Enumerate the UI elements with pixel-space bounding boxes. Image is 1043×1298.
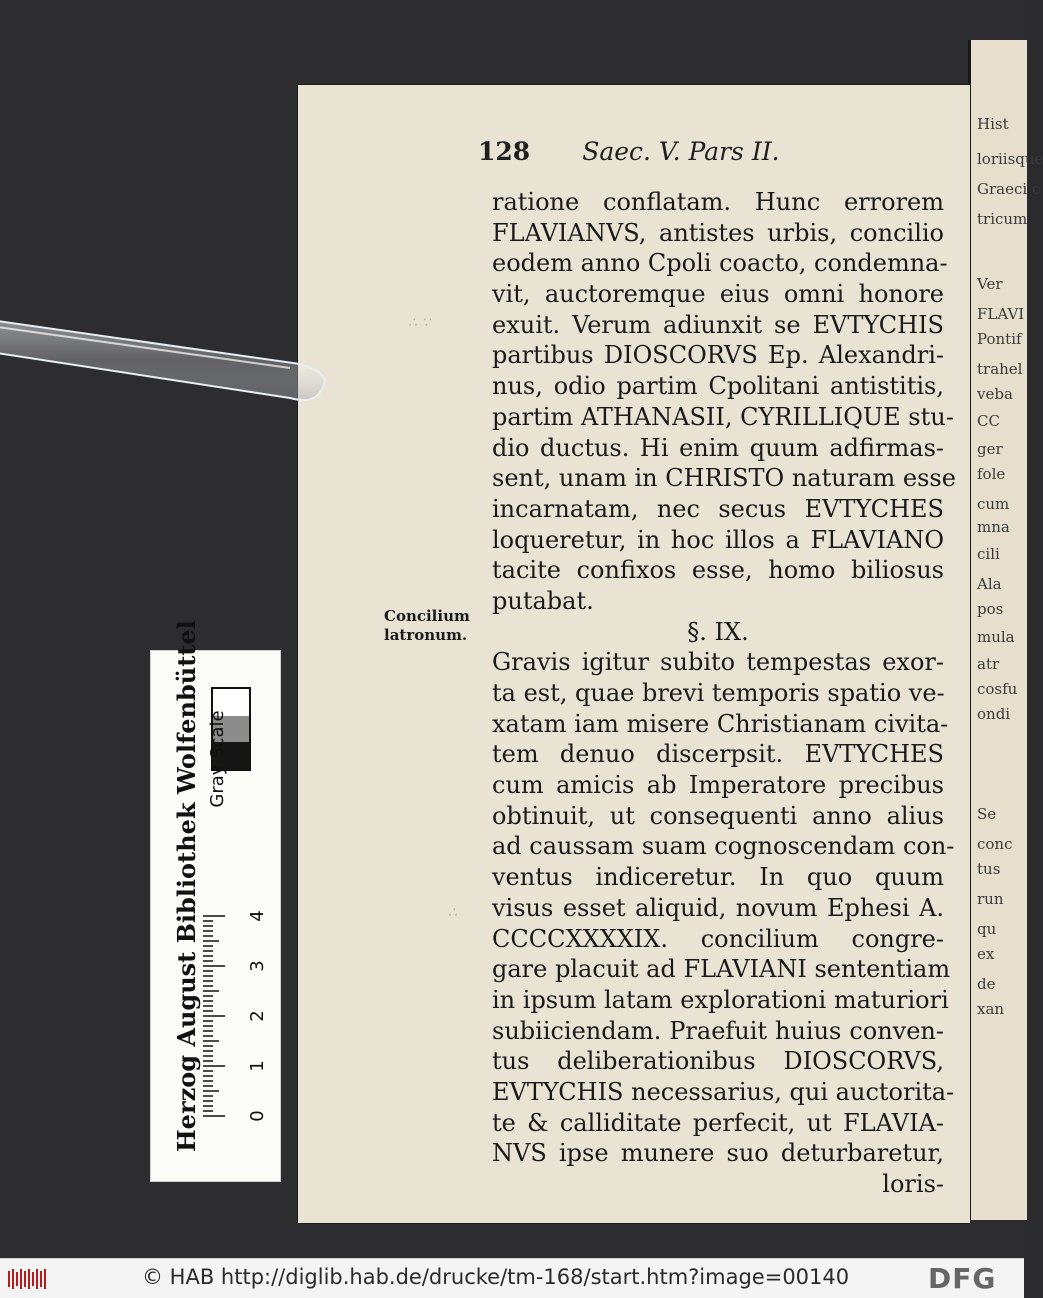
text-line: EVTYCHIS necessarius, qui auctorita-: [492, 1077, 955, 1106]
facing-page-fragment: Ver: [977, 275, 1003, 293]
text-line: xatam iam misere Christianam civita-: [492, 709, 949, 738]
facing-page: [968, 40, 1043, 1220]
text-line: incarnatam, nec secus EVTYCHES: [492, 494, 944, 523]
text-line: partibus DIOSCORVS Ep. Alexandri-: [492, 341, 944, 370]
text-line: vit, auctoremque eius omni honore: [492, 280, 944, 309]
facing-page-fragment: cum: [977, 495, 1010, 513]
facing-page-fragment: Graeci c: [977, 180, 1041, 198]
facing-page-fragment: FLAVI: [977, 305, 1025, 323]
text-line: eodem anno Cpoli coacto, condemna-: [492, 249, 948, 278]
running-title: Saec. V. Pars II.: [582, 137, 780, 166]
ruler-tick-label: 2: [247, 1010, 268, 1022]
margin-note-line: latronum.: [384, 626, 468, 644]
library-name: Herzog August Bibliothek Wolfenbüttel: [172, 620, 201, 1152]
facing-page-fragment: ondi: [977, 705, 1011, 723]
text-line: cum amicis ab Imperatore precibus: [492, 771, 944, 800]
text-line: putabat.: [492, 586, 594, 615]
text-line: tem denuo discerpsit. EVTYCHES: [492, 740, 944, 769]
facing-page-fragment: ger: [977, 440, 1003, 458]
facing-page-fragment: ex: [977, 945, 995, 963]
bleed-through-mark: ∴: [448, 905, 457, 921]
facing-page-fragment: trahel: [977, 360, 1023, 378]
text-line: ventus indiceretur. In quo quum: [492, 863, 944, 892]
text-line: ratione conflatam. Hunc errorem: [492, 188, 944, 216]
dfg-logo: DFG: [928, 1262, 997, 1295]
margin-note-line: Concilium: [384, 607, 470, 625]
facing-page-fragment: de: [977, 975, 996, 993]
measure-ruler: [203, 891, 273, 1131]
text-line: obtinuit, ut consequenti anno alius: [492, 801, 944, 830]
facing-page-fragment: mula: [977, 628, 1015, 646]
page-number: 128: [478, 137, 531, 166]
ruler-tick-label: 1: [247, 1060, 268, 1072]
section-heading: §. IX.: [687, 617, 749, 646]
facing-page-fragment: fole: [977, 465, 1006, 483]
body-text: [492, 187, 956, 1200]
footer-url[interactable]: © HAB http://diglib.hab.de/drucke/tm-168/start.htm?image=00140: [142, 1265, 850, 1289]
facing-page-fragment: loriisque: [977, 150, 1043, 168]
facing-page-fragment: run: [977, 890, 1004, 908]
text-line: Gravis igitur subito tempestas exor-: [492, 648, 944, 677]
paragraph: [492, 187, 956, 617]
facing-page-fragment: cili: [977, 545, 1000, 563]
text-line: partim ATHANASII, CYRILLIQUE stu-: [492, 402, 954, 431]
text-line: visus esset aliquid, novum Ephesi A.: [492, 893, 944, 922]
facing-page-fragment: atr: [977, 655, 1000, 673]
margin-note: [384, 607, 470, 645]
facing-page-fragment: Se: [977, 805, 997, 823]
facing-page-fragment: tricum: [977, 210, 1028, 228]
text-line: tacite confixos esse, homo biliosus: [492, 556, 944, 585]
paragraph: [492, 647, 955, 1169]
ruler-tick-label: 0: [247, 1110, 268, 1122]
facing-page-fragment: conc: [977, 835, 1013, 853]
text-line: ad caussam suam cognoscendam con-: [492, 832, 955, 861]
page-header: [478, 137, 780, 166]
facing-page-fragment: xan: [977, 1000, 1005, 1018]
text-line: FLAVIANVS, antistes urbis, concilio: [492, 218, 944, 247]
facing-page-fragment: Pontif: [977, 330, 1022, 348]
text-line: dio ductus. Hi enim quum adfirmas-: [492, 433, 944, 462]
text-line: CCCCXXXXIX. concilium congre-: [492, 924, 944, 953]
ruler-tick-label: 3: [247, 960, 268, 972]
text-line: loqueretur, in hoc illos a FLAVIANO: [492, 525, 944, 554]
text-line: in ipsum latam explorationi maturiori: [492, 985, 949, 1014]
facing-page-fragment: Hist: [977, 115, 1009, 133]
facing-page-fragment: veba: [977, 385, 1013, 403]
gray-scale-label: Gray Scale: [207, 710, 228, 808]
text-line: exuit. Verum adiunxit se EVTYCHIS: [492, 310, 944, 339]
glass-pointer: [0, 312, 345, 408]
facing-page-fragment: qu: [977, 920, 997, 938]
bleed-through-mark: ∴ ∵: [408, 315, 431, 331]
text-line: tus deliberationibus DIOSCORVS,: [492, 1047, 944, 1076]
footer-bar: [0, 1258, 1024, 1298]
facing-page-fragment: CC: [977, 412, 1000, 430]
hab-logo-icon: [8, 1269, 48, 1289]
facing-page-fragment: mna: [977, 518, 1010, 536]
text-line: NVS ipse munere suo deturbaretur,: [492, 1139, 944, 1168]
facing-page-fragment: tus: [977, 860, 1001, 878]
ruler-tick-label: 4: [247, 910, 268, 922]
book-page: [298, 85, 970, 1223]
text-line: nus, odio partim Cpolitani antistitis,: [492, 372, 944, 401]
facing-page-fragment: Ala: [977, 575, 1002, 593]
text-line: te & calliditate perfecit, ut FLAVIA-: [492, 1108, 944, 1137]
text-line: sent, unam in CHRISTO naturam esse: [492, 464, 956, 493]
text-line: gare placuit ad FLAVIANI sententiam: [492, 955, 951, 984]
text-line: subiiciendam. Praefuit huius conven-: [492, 1016, 944, 1045]
facing-page-fragment: cosfu: [977, 680, 1018, 698]
color-scale-card: [150, 620, 281, 1182]
facing-page-fragment: pos: [977, 600, 1004, 618]
text-line: ta est, quae brevi temporis spatio ve-: [492, 679, 945, 707]
catchword: loris-: [882, 1170, 944, 1198]
